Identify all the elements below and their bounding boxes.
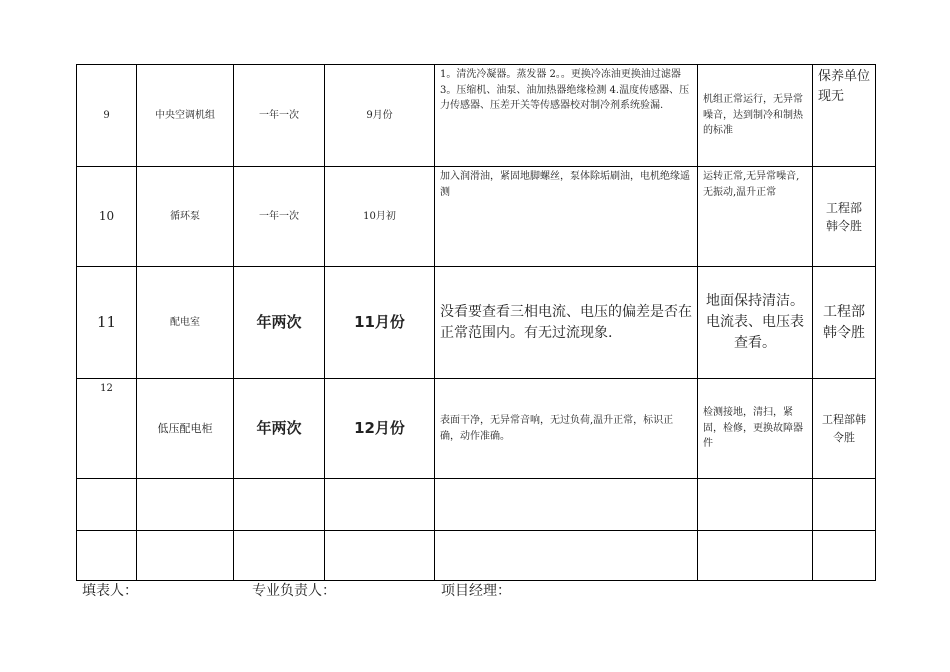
empty-cell xyxy=(813,479,876,531)
standard: 地面保持清洁。电流表、电压表查看。 xyxy=(698,267,813,379)
empty-cell xyxy=(234,479,325,531)
maintenance-content: 1。清洗冷凝器。蒸发器 2。。更换冷冻油更换油过滤器 3。压缩机、油泵、油加热器绝缘检测 4.温度传感器、压力传感器、压差开关等传感器校对制冷剂系统验漏. xyxy=(435,65,698,167)
maintenance-content: 加入润滑油，紧固地脚螺丝，泵体除垢刷油，电机绝缘遥测 xyxy=(435,167,698,267)
empty-cell xyxy=(77,531,137,581)
equipment-name: 中央空调机组 xyxy=(137,65,234,167)
empty-cell xyxy=(77,479,137,531)
empty-cell xyxy=(137,531,234,581)
manager-label: 项目经理： xyxy=(441,583,511,599)
empty-cell xyxy=(325,531,435,581)
equipment-name: 低压配电柜 xyxy=(137,379,234,479)
filler-label: 填表人： xyxy=(82,583,138,599)
row-number: 12 xyxy=(77,379,137,479)
standard: 检测接地，清扫，紧固，检修，更换故障器件 xyxy=(698,379,813,479)
maintenance-table xyxy=(76,64,876,581)
empty-cell xyxy=(698,531,813,581)
empty-cell xyxy=(698,479,813,531)
row-number: 10 xyxy=(77,167,137,267)
empty-cell xyxy=(137,479,234,531)
table-row xyxy=(77,167,876,267)
equipment-name: 循环泵 xyxy=(137,167,234,267)
empty-row xyxy=(77,531,876,581)
responsible: 工程部韩令胜 xyxy=(813,167,876,267)
schedule-time: 12月份 xyxy=(325,379,435,479)
row-number: 11 xyxy=(77,267,137,379)
standard: 机组正常运行，无异常噪音，达到制冷和制热的标准 xyxy=(698,65,813,167)
empty-cell xyxy=(325,479,435,531)
frequency: 一年一次 xyxy=(234,167,325,267)
responsible: 保养单位现无 xyxy=(813,65,876,167)
maintenance-content: 没看要查看三相电流、电压的偏差是否在正常范围内。有无过流现象. xyxy=(435,267,698,379)
row-number: 9 xyxy=(77,65,137,167)
schedule-time: 9月份 xyxy=(325,65,435,167)
responsible: 工程部韩令胜 xyxy=(813,379,876,479)
table-row xyxy=(77,65,876,167)
schedule-time: 10月初 xyxy=(325,167,435,267)
schedule-time: 11月份 xyxy=(325,267,435,379)
frequency: 年两次 xyxy=(234,267,325,379)
specialist-label: 专业负责人： xyxy=(252,583,336,599)
frequency: 一年一次 xyxy=(234,65,325,167)
table-row xyxy=(77,379,876,479)
empty-cell xyxy=(813,531,876,581)
empty-cell xyxy=(435,531,698,581)
standard: 运转正常,无异常噪音,无振动,温升正常 xyxy=(698,167,813,267)
empty-row xyxy=(77,479,876,531)
equipment-name: 配电室 xyxy=(137,267,234,379)
maintenance-content: 表面干净，无异常音响，无过负荷,温升正常，标识正确，动作准确。 xyxy=(435,379,698,479)
responsible: 工程部韩令胜 xyxy=(813,267,876,379)
frequency: 年两次 xyxy=(234,379,325,479)
empty-cell xyxy=(435,479,698,531)
table-row xyxy=(77,267,876,379)
empty-cell xyxy=(234,531,325,581)
